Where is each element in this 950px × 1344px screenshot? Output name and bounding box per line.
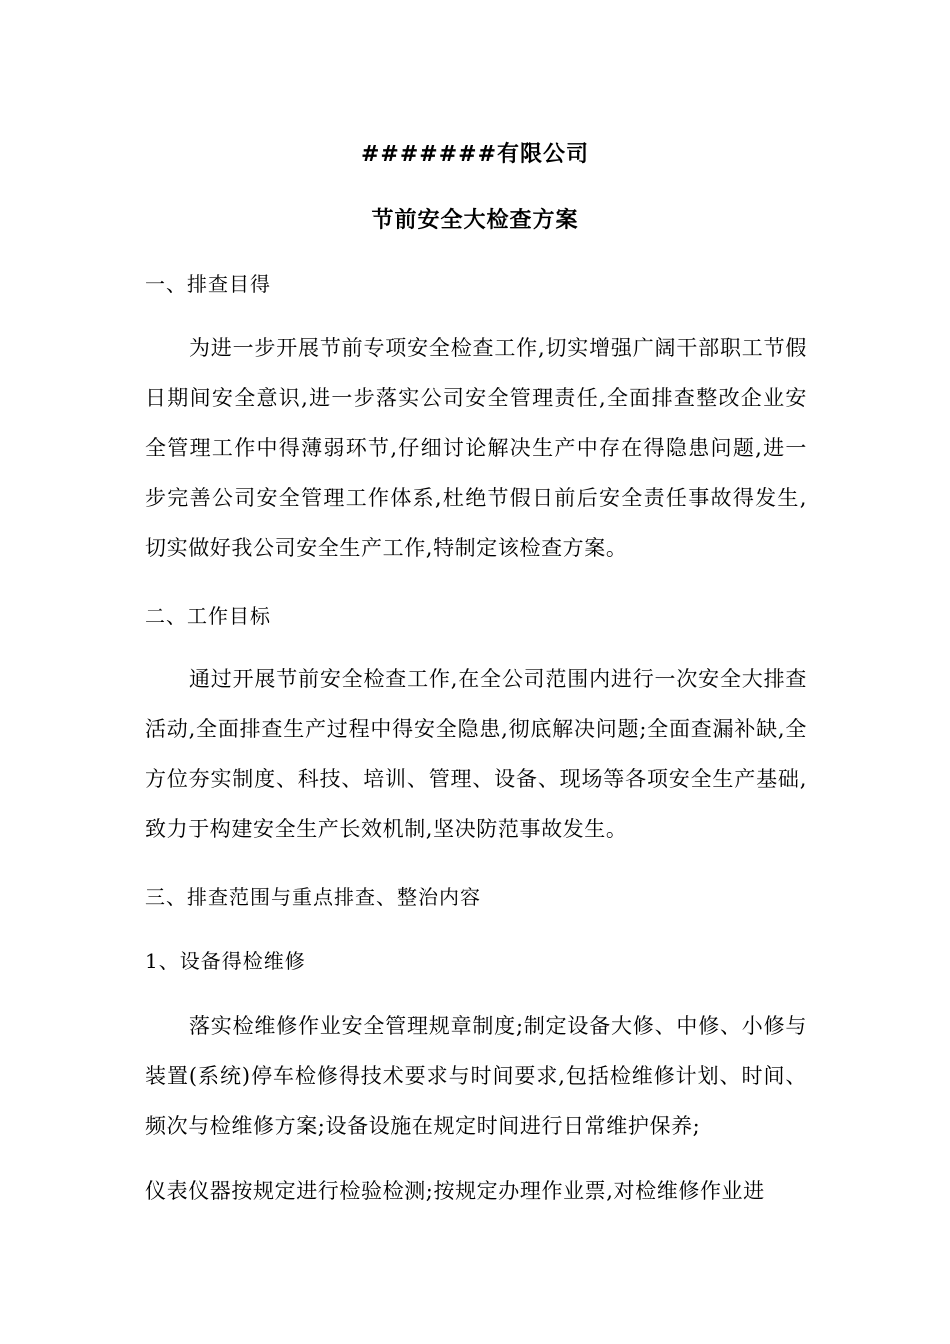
section-paragraph-goal: 通过开展节前安全检查工作,在全公司范围内进行一次安全大排查活动,全面排查生产过程中得安全隐患,彻底解决问题;全面查漏补缺,全方位夯实制度、科技、培训、管理、设备、现场等各项安全生产基础,致力于构建安全生产长效机制,坚决防范事故发生。: [145, 667, 807, 841]
company-name: #######有限公司: [360, 142, 590, 167]
section-heading-purpose: 一、排查目得: [145, 272, 271, 296]
plan-title: 节前安全大检查方案: [371, 208, 579, 233]
subsection-heading-maintenance: 1、设备得检维修: [145, 949, 306, 973]
section-heading-scope: 三、排查范围与重点排查、整治内容: [145, 885, 481, 909]
section-heading-goal: 二、工作目标: [145, 604, 271, 628]
section-paragraph-purpose: 为进一步开展节前专项安全检查工作,切实增强广阔干部职工节假日期间安全意识,进一步落实公司安全管理责任,全面排查整改企业安全管理工作中得薄弱环节,仔细讨论解决生产中存在得隐患问题,进一步完善公司安全管理工作体系,杜绝节假日前后安全责任事故得发生,切实做好我公司安全生产工作,特制定该检查方案。: [145, 336, 807, 560]
subsection-paragraph-maintenance: 落实检维修作业安全管理规章制度;制定设备大修、中修、小修与装置(系统)停车检修得技术要求与时间要求,包括检维修计划、时间、频次与检维修方案;设备设施在规定时间进行日常维护保养;: [145, 1014, 807, 1138]
subsection-paragraph-continuation: 仪表仪器按规定进行检验检测;按规定办理作业票,对检维修作业进: [145, 1179, 765, 1203]
